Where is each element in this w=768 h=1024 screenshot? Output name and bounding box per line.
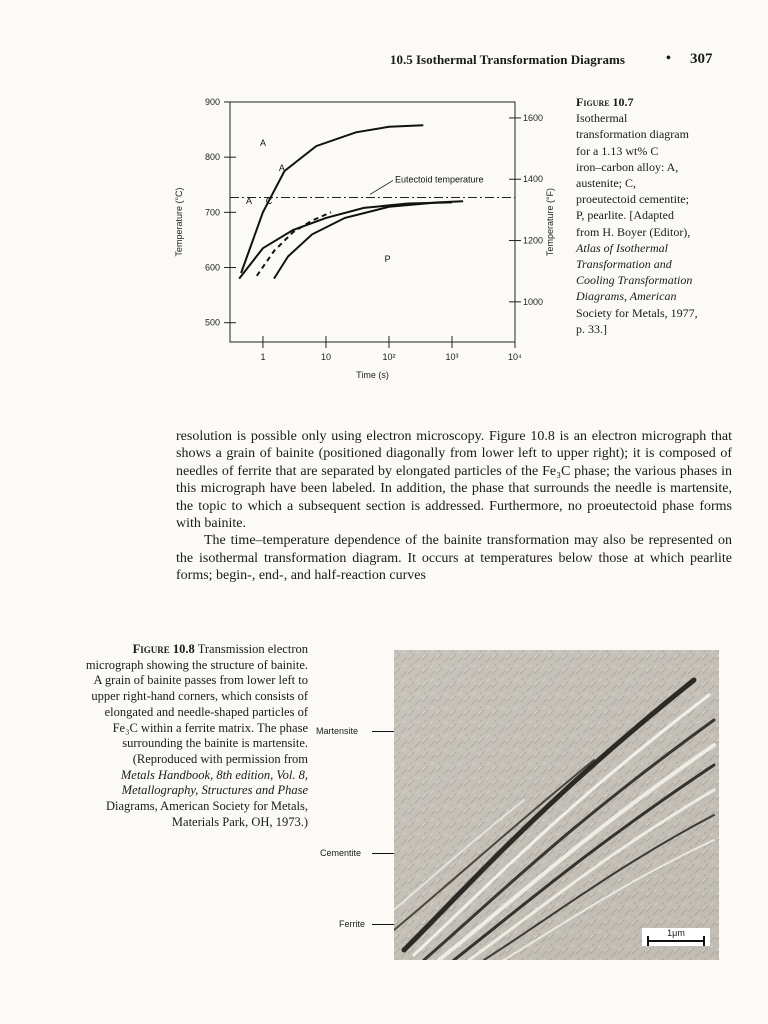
isothermal-transformation-chart <box>170 90 560 390</box>
scale-bar-cap-left <box>647 936 649 946</box>
body-text <box>176 428 732 585</box>
figure-10-7-caption-line: iron–carbon alloy: A, <box>576 159 679 174</box>
bainite-micrograph-image <box>394 650 719 960</box>
figure-10-8-caption-line: Diagrams, American Society for Metals, <box>105 799 308 814</box>
y-tick-label-left: 600 <box>204 262 220 273</box>
y-axis-title-right: Temperature (°F) <box>545 187 555 257</box>
y-tick-label-left: 900 <box>204 97 220 107</box>
y-axis-title-left: Temperature (°C) <box>174 187 184 257</box>
x-tick-label: 10² <box>382 352 396 362</box>
region-label: C <box>265 196 273 207</box>
figure-10-8-caption <box>40 642 308 830</box>
figure-10-7-caption-line: austenite; C, <box>576 176 636 191</box>
figure-10-7-caption-line: Transformation and <box>576 257 672 272</box>
scale-bar-cap-right <box>703 936 705 946</box>
running-head-title: 10.5 Isothermal Transformation Diagrams <box>390 52 625 67</box>
x-axis-title: Time (s) <box>356 370 389 380</box>
figure-10-8-caption-line: micrograph showing the structure of bainite. <box>85 657 308 672</box>
x-tick-label: 10 <box>320 352 331 362</box>
running-head-bullet: • <box>666 51 671 66</box>
y-tick-label-right: 1000 <box>523 296 544 307</box>
callout-ferrite: Ferrite <box>339 919 366 929</box>
figure-10-7-caption <box>576 94 746 337</box>
y-tick-label-right: 1600 <box>523 112 544 123</box>
y-tick-label-left: 700 <box>204 207 220 218</box>
y-tick-label-right: 1400 <box>523 174 544 185</box>
x-tick-label: 1 <box>260 352 266 362</box>
x-tick-label: 10⁴ <box>508 352 522 362</box>
eutectoid-label: Eutectoid temperature <box>395 174 484 185</box>
callout-cementite: Cementite <box>320 848 362 858</box>
figure-10-7-caption-line: Society for Metals, 1977, <box>576 305 698 320</box>
region-label: P <box>384 254 391 264</box>
callout-martensite: Martensite <box>316 726 359 736</box>
region-label: A <box>278 162 285 173</box>
figure-10-8-caption-head: Figure 10.8 <box>132 642 195 656</box>
figure-10-7-caption-line: Cooling Transformation <box>576 273 693 288</box>
x-tick-label: 10³ <box>445 352 459 362</box>
figure-10-7-caption-line: p. 33.] <box>576 321 607 336</box>
scale-bar-label: 1μm <box>667 928 685 938</box>
plot-frame <box>230 102 515 342</box>
running-head <box>390 52 730 72</box>
figure-10-8-caption-line: (Reproduced with permission from <box>132 751 308 766</box>
y-tick-label-left: 800 <box>204 152 220 163</box>
y-tick-label-left: 500 <box>204 317 220 328</box>
transformation-curve <box>274 201 463 278</box>
eutectoid-label-leader <box>370 180 393 194</box>
figure-10-7-caption-body <box>576 110 746 337</box>
figure-10-8-caption-line: elongated and needle-shaped particles of <box>104 704 308 719</box>
transformation-curve <box>239 202 452 278</box>
figure-10-7-caption-line: for a 1.13 wt% C <box>576 143 659 158</box>
region-label: A <box>245 196 252 207</box>
page-number: 307 <box>690 51 713 67</box>
figure-10-8-caption-line: A grain of bainite passes from lower left to <box>93 673 308 688</box>
figure-10-7-caption-line: Atlas of Isothermal <box>576 240 668 255</box>
region-label: A <box>259 138 266 149</box>
scale-bar-line <box>648 940 704 942</box>
figure-10-8-caption-line: upper right-hand corners, which consists of <box>91 689 308 704</box>
figure-10-8-caption-line: surrounding the bainite is martensite. <box>122 736 308 751</box>
figure-10-7-caption-line: transformation diagram <box>576 127 689 142</box>
scale-bar <box>642 928 710 946</box>
figure-10-8-caption-line: Metallography, Structures and Phase <box>121 783 308 798</box>
figure-10-7-caption-line: Diagrams, American <box>576 289 677 304</box>
figure-10-7-caption-line: proeutectoid cementite; <box>576 192 689 207</box>
figure-10-7-caption-head: Figure 10.7 <box>576 95 634 109</box>
figure-10-8-caption-line: Metals Handbook, 8th edition, Vol. 8, <box>120 767 308 782</box>
figure-10-7-caption-line: P, pearlite. [Adapted <box>576 208 674 223</box>
body-paragraph: resolution is possible only using electron microscopy. Figure 10.8 is an electron micrograph that shows a grain of bainite (positioned diagonally from lower left to upper right); it is composed of needles of ferrite that are separated by elongated particles of the Fe₃C phase; the various phases in this micrograph have been labeled. In addition, the phase that surrounds the needle is martensite, the topic to which a subsequent section is addressed. Furthermore, no proeutectoid phase forms with bainite. <box>176 429 732 532</box>
body-paragraph: The time–temperature dependence of the bainite transformation may also be represented on the isothermal transformation diagram. It occurs at temperatures below those at which pearlite forms; begin-, end-, and half-reaction curves <box>176 533 732 584</box>
figure-10-7-caption-line: from H. Boyer (Editor), <box>576 224 691 239</box>
figure-10-8-caption-line: Transmission electron <box>194 642 308 656</box>
figure-10-7-caption-line: Isothermal <box>576 111 628 126</box>
figure-10-8-caption-line: Fe₃C within a ferrite matrix. The phase <box>112 720 308 735</box>
y-tick-label-right: 1200 <box>523 235 544 246</box>
figure-10-8-caption-line: Materials Park, OH, 1973.) <box>171 814 308 829</box>
